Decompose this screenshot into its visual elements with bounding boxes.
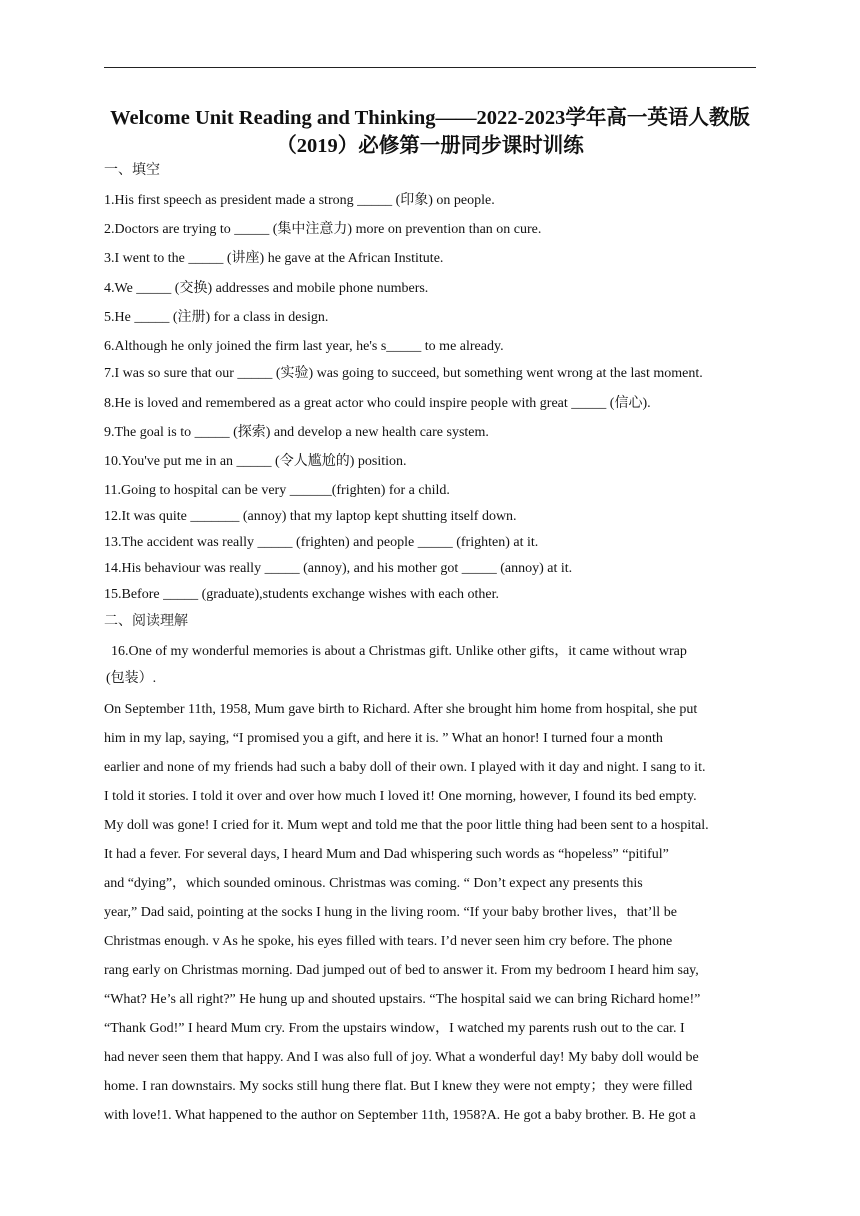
passage-line: and “dying”，which sounded ominous. Christmas was coming. “ Don’t expect any presents this: [104, 876, 643, 891]
fill-question-6: 6.Although he only joined the firm last year, he's s_____ to me already.: [104, 339, 504, 354]
passage-line: I told it stories. I told it over and over how much I loved it! One morning, however, I found its bed empty.: [104, 789, 697, 804]
section-heading-fill: 一、填空: [104, 163, 160, 178]
passage-line: It had a fever. For several days, I heard Mum and Dad whispering such words as “hopeless” “pitiful”: [104, 847, 669, 862]
reading-intro-line-1: 16.One of my wonderful memories is about a Christmas gift. Unlike other gifts，it came without wrap: [104, 644, 687, 659]
passage-line: rang early on Christmas morning. Dad jumped out of bed to answer it. From my bedroom I heard him say,: [104, 963, 699, 978]
passage-line: year,” Dad said, pointing at the socks I hung in the living room. “If your baby brother lives，that’ll be: [104, 905, 677, 920]
document-title: Welcome Unit Reading and Thinking——2022-2023学年高一英语人教版（2019）必修第一册同步课时训练: [110, 107, 750, 157]
passage-line: My doll was gone! I cried for it. Mum wept and told me that the poor little thing had been sent to a hospital.: [104, 818, 709, 833]
header-rule: [104, 67, 756, 68]
fill-question-1: 1.His first speech as president made a strong _____ (印象) on people.: [104, 193, 495, 208]
passage-line: On September 11th, 1958, Mum gave birth to Richard. After she brought him home from hospital, she put: [104, 702, 698, 717]
passage-line: earlier and none of my friends had such a baby doll of their own. I played with it day and night. I sang to it.: [104, 760, 706, 775]
passage-line: “Thank God!” I heard Mum cry. From the upstairs window，I watched my parents rush out to the car. I: [104, 1021, 685, 1036]
passage-line: with love!1. What happened to the author on September 11th, 1958?A. He got a baby brother. B. He got a: [104, 1108, 696, 1123]
fill-question-4: 4.We _____ (交换) addresses and mobile phone numbers.: [104, 281, 429, 296]
passage-line: home. I ran downstairs. My socks still hung there flat. But I knew they were not empty；they were filled: [104, 1079, 693, 1094]
passage-line: him in my lap, saying, “I promised you a gift, and here it is. ” What an honor! I turned four a month: [104, 731, 663, 746]
fill-question-7: 7.I was so sure that our _____ (实验) was going to succeed, but something went wrong at the last moment.: [104, 366, 703, 381]
fill-question-13: 13.The accident was really _____ (frighten) and people _____ (frighten) at it.: [104, 535, 539, 550]
passage-line: had never seen them that happy. And I was also full of joy. What a wonderful day! My baby doll would be: [104, 1050, 699, 1065]
fill-question-15: 15.Before _____ (graduate),students exchange wishes with each other.: [104, 587, 499, 602]
reading-passage: [104, 695, 756, 1130]
passage-line: Christmas enough. v As he spoke, his eyes filled with tears. I’d never seen him cry before. The phone: [104, 934, 673, 949]
fill-question-5: 5.He _____ (注册) for a class in design.: [104, 310, 329, 325]
fill-question-11: 11.Going to hospital can be very ______(frighten) for a child.: [104, 483, 450, 498]
fill-question-8: 8.He is loved and remembered as a great actor who could inspire people with great _____ (信心).: [104, 396, 651, 411]
passage-line: “What? He’s all right?” He hung up and shouted upstairs. “The hospital said we can bring Richard home!”: [104, 992, 701, 1007]
fill-question-12: 12.It was quite _______ (annoy) that my laptop kept shutting itself down.: [104, 509, 517, 524]
fill-question-14: 14.His behaviour was really _____ (annoy), and his mother got _____ (annoy) at it.: [104, 561, 573, 576]
fill-question-2: 2.Doctors are trying to _____ (集中注意力) more on prevention than on cure.: [104, 222, 542, 237]
reading-intro-line-2: (包装）.: [106, 671, 157, 686]
fill-question-10: 10.You've put me in an _____ (令人尴尬的) position.: [104, 454, 407, 469]
section-heading-reading: 二、阅读理解: [104, 614, 188, 629]
fill-question-9: 9.The goal is to _____ (探索) and develop a new health care system.: [104, 425, 489, 440]
fill-question-3: 3.I went to the _____ (讲座) he gave at the African Institute.: [104, 251, 444, 266]
